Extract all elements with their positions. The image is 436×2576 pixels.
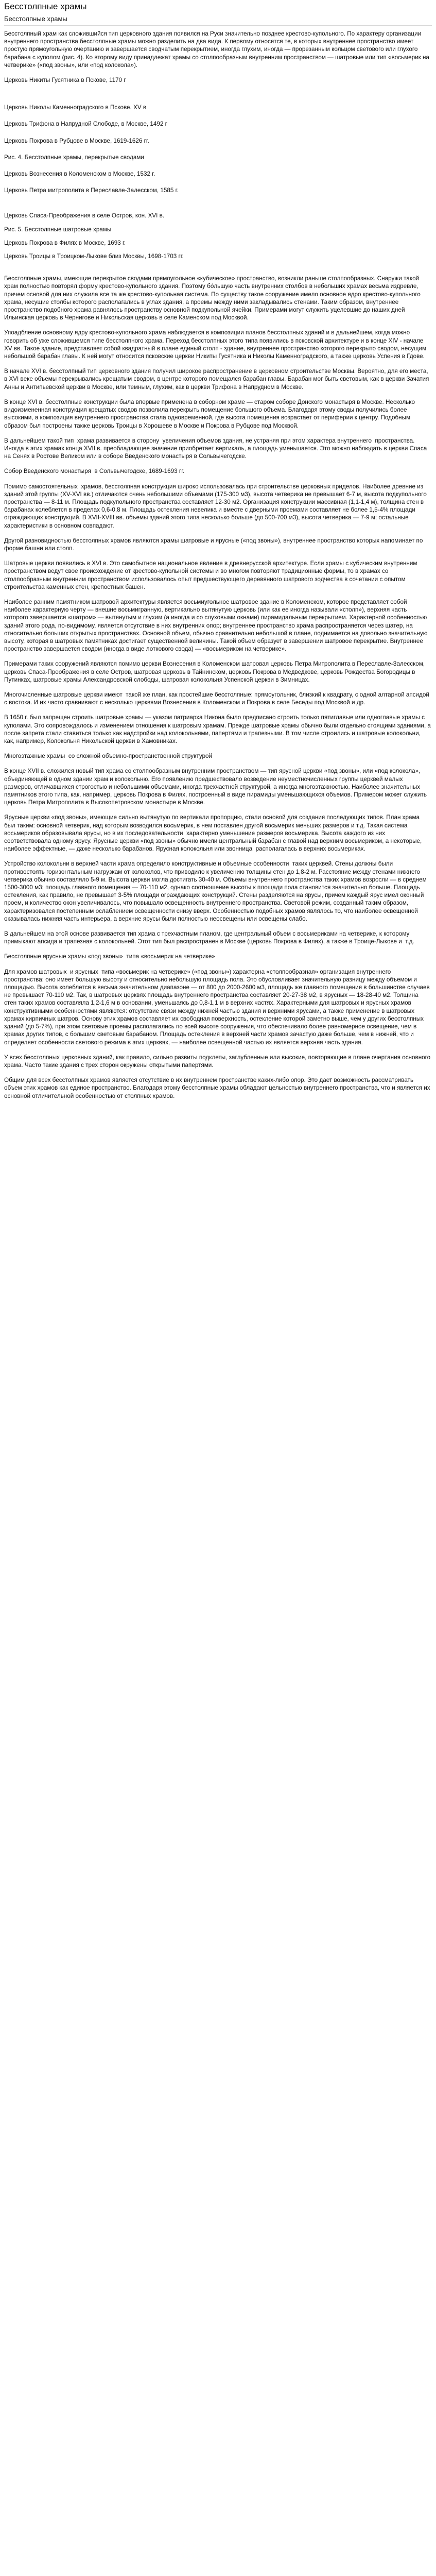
figure-caption: Церковь Вознесения в Коломенском в Москве, 1532 г. bbox=[4, 171, 155, 178]
paragraph: В конце XVI в. бесстолпные конструкции была впервые применена в соборном храме — старом соборе Донского монастыря в Москве. Несколько видоизмененная конструкция крещатых сводов позволила перекрыть помещение большого объема. Благодаря этому своды получились более высокими, а композиция внутреннего пространства стала одновременной, где высота помещения возрастает от периферии к центру. Подобным образом был построены также церковь Троицы в Хорошеве в Москве и Покрова в Рубцове под Москвой. bbox=[4, 398, 417, 429]
title-divider bbox=[4, 25, 432, 26]
paragraph: Бесстолпные ярусные храмы «под звоны» типа «восьмерик на четверике» bbox=[4, 953, 215, 960]
figure-caption-list bbox=[4, 212, 432, 260]
figure-caption: Рис. 5. Бесстолпные шатровые храмы bbox=[4, 226, 112, 233]
figure-gap bbox=[4, 266, 432, 275]
paragraph: Бесстолпные храмы, имеющие перекрытое сводами прямоугольное «кубическое» пространство, возникли раньше столпообразных. Снаружи такой храм полностью повторял форму крестово-купольного здания. Поэтому бóльшую часть внутренних столбов в небольших храмах весьма издревле, причем основой для них служила все та же крестово-купольная система. По существу такое сооружение имело основное ядро крестово-купольного храма, несущие столбы которого располагались в углах здания, а проемы между ними закладывались стенами. Таким образом, внутреннее пространство подобного храма равнялось пространству основной подкупольной ячейки. Примерами могут служить уцелевшие до наших дней Ильинская церковь в Чернигове и Никольская церковь в селе Каменском под Москвой. bbox=[4, 275, 423, 321]
paragraph: Другой разновидностью бесстолпных храмов являются храмы шатровые и ярусные («под звоны»), внутреннее пространство которых напоминает по форме башни или столп. bbox=[4, 537, 425, 552]
paragraph: Примерами таких сооружений являются помимо церкви Вознесения в Коломенском шатровая церковь Петра Митрополита в Переславле-Залесском, церковь Спаса-Преображения в селе Остров, шатровая церковь в Тайнинском, церковь Покрова в Медведкове, церковь Рождества Богородицы в Путинках, шатровые храмы Александровской слободы, шатровая колокольня Успенской церкви в Зимницах. bbox=[4, 660, 427, 683]
figure-caption: Церковь Трифона в Напрудной Слободе, в Москве, 1492 г bbox=[4, 121, 167, 128]
paragraph: Общим для всех бесстолпных храмов является отсутствие в их внутреннем пространстве каких-либо опор. Это дает возможность рассматривать объем этих храмов как единое пространство. Благодаря этому бесстолпные храмы обладают цельностью внутреннего пространства, что и является их основной отличительной особенностью от столпных храмов. bbox=[4, 1077, 432, 1099]
figure-caption: Церковь Петра митрополита в Переславле-Залесском, 1585 г. bbox=[4, 187, 179, 194]
paragraph: В конце XVII в. сложился новый тип храма со столпообразным внутренним пространством — тип ярусной церкви «под звоны», или «под колокола», объединяющей в одном здании храм и колокольню. Его появлению предшествовало возведение неуместночисленных группы церквей малых размеров, отличавшихся строгостью и небольшими объемами, иногда трехчастной структурой, а иногда многоэтажностью. Наиболее значительных памятников этого типа, как, например, церковь Покрова в Филях, построенный в виде пирамиды уменьшающихся объемов. Примером может служить церковь Петра Митрополита в Высокопетровском монастыре в Москве. bbox=[4, 768, 429, 806]
figure-caption: Церковь Спаса-Преображения в селе Остров, кон. XVI в. bbox=[4, 212, 165, 219]
paragraph: Помимо самостоятельных храмов, бесстолпная конструкция широко использовалась при строительстве церковных приделов. Наиболее древние из зданий этой группы (XV-XVI вв.) отличаются очень небольшими объемами (175-300 м3), высота четверика не превышает 6-7 м, высота подкупольного пространства — 8-11 м. Площадь подкупольного пространства составляет 12-30 м2. Организация конструкции массивная (1,1-1,4 м), толщина стен в барабанах колеблется в пределах 0,6-0,8 м. Площадь остекления невелика и вместе с дверными проемами составляет не более 1,5-4% площади ограждающих конструкций. В XVII-XVIII вв. объемы зданий этого типа несколько больше (до 500-700 м3), высота четверика — 7-9 м; остальные характеристики в основном совпадают. bbox=[4, 483, 429, 529]
document-page bbox=[0, 0, 436, 1115]
figure-caption: Церковь Николы Каменноградского в Пскове. XV в bbox=[4, 104, 147, 111]
paragraph: Шатровые церкви появились в XVI в. Это самобытное национальное явление в древнерусской архитектуре. Если храмы с кубическим внутренним пространством ведут свое происхождение от крестово-купольной системы и во многом повторяют традиционные формы, то в храмах со столпообразным внутренним пространством использовалось опыт предшествующего деревянного шатрового зодчества в сочетании с опытом строительства каменных стен, крепостных башен. bbox=[4, 560, 419, 590]
paragraph: Наиболее ранним памятником шатровой архитектуры является восьмиугольное шатровое здание в Коломенском, которое представляет собой наиболее характерную черту — внешне восьмигранную, вертикально вытянутую церковь (или как ее иногда называли «столп»), верхняя часть которого завершается «шатром» — вытянутым и глухим (а иногда и со слуховыми окнами) пирамидальным перекрытием. Характерной особенностью зданий этого рода, по-видимому, является отсутствие в них внутренних опор; внутреннее пространство храма распространяется через шатер, на относительно больших открытых пространствах. Основной объем, обычно сравнительно небольшой в плане, поднимается на довольно значительную высоту, которая в шатровых памятниках достигает существенной величины. Такой объем образует в завершении шатровое перекрытие. Внутреннее пространство завершается сводом (иногда в виде лоткового свода) — «восьмериком на четверике». bbox=[4, 598, 429, 653]
figure-caption: Рис. 4. Бесстолпные храмы, перекрытые сводами bbox=[4, 154, 144, 161]
paragraph: Для храмов шатровых и ярусных типа «восьмерик на четверике» («под звоны») характерна «столпообразная» организация внутреннего пространства: оно имеет большую высоту и относительно небольшую площадь пола. Это обусловливает значительную разницу между объемом и площадью. Высота колеблется в весьма значительном диапазоне — от 800 до 2000-2600 м3, площадь же главного помещения в большинстве случаев не превышает 70-110 м2. Так, в шатровых церквях площадь внутреннего пространства составляет 20-27-38 м2, в ярусных — 18-28-40 м2. Толщина стен таких храмов составляла 1,2-1,6 м в основании, уменьшаясь до 0,8-1,1 м в верхних частях. Характерными для шатровых и ярусных храмов конструктивными особенностями являются: отсутствие связи между нижней частью здания и верхними ярусами, а также применение в шатровых храмах кирпичных шатров. Основу этих храмов составляет их свободная поверхность, остекление которой заметно выше, чем у других бесстолпных зданий (до 5-7%), при этом световые проемы располагались по всей высоте сооружения, что обеспечивало более равномерное освещение, чем в храмах других типов, с большим световым барабаном. Площадь остекления в верхней части храмов зачастую даже больше, чем в нижней, что и определяет особенности светового режима в этих церквях, — наиболее освещенной частью их является верхняя часть здания. bbox=[4, 968, 432, 1046]
paragraph: В дальнейшем такой тип храма развивается в сторону увеличения объемов здания, не устраняя при этом характера внутреннего пространства. Иногда в этих храмах конца XVII в. преобладающее значение приобретает вертикаль, а площадь уменьшается. Это можно наблюдать в церкви Спаса на Сенях в Ростове Великом или в соборе Введенского монастыря в Сольвычегодске. bbox=[4, 437, 429, 460]
paragraph: Ярусные церкви «под звоны», имеющие сильно вытянутую по вертикали пропорцию, стали основой для создания последующих типов. План храма был таким: основной четверик, над которым возводился восьмерик, в нем поставлен другой восьмерик меньших размеров и т.д. Такая система восьмериков образовывала ярусы, но в их последовательности характерно уменьшение размеров восьмерика. Высота каждого из них соответствовала одному ярусу. Ярусные церкви «под звоны» обычно имели центральный барабан с главой над верхним восьмериком, а некоторые, наиболее эффектные, — даже несколько барабанов. Ярусная колокольня или звонница располагалась в верхних восьмериках. bbox=[4, 814, 424, 853]
figure-caption: Церковь Покрова в Филях в Москве, 1693 г. bbox=[4, 239, 126, 246]
figure-gap bbox=[4, 203, 432, 212]
paragraph: В начале XVI в. бесстолпный тип церковного здания получил широкое распространение в церковном строительстве Москвы. Вероятно, для его места, в XVI веке объемы перекрывались крещатым сводом, в центре которого помещался барабан главы. Барабан мог быть световым, как в церкви Зачатия Анны и Антипьевской церкви в Москве, или темным, глухим, как в церкви Трифона в Напрудном в Москве. bbox=[4, 368, 431, 391]
figure-caption: Церковь Никиты Гусятника в Пскове, 1170 г bbox=[4, 77, 126, 84]
paragraph: В 1650 г. был запрещен строить шатровые храмы — указом патриарха Никона было предписано строить только пятиглавые или одноглавые храмы с куполами. Это сопровождалось и изменением отношения к шатровым храмам. Прежде шатровые храмы обычно были отдельно стоящими зданиями, а после запрета стали ставиться только как надстройки над колокольнями, папертями и трапезными. В том числе строились и шатровые колокольни, как, например, Колокольня Никольской церкви в Хамовниках. bbox=[4, 714, 433, 744]
paragraph: В дальнейшем на этой основе развивается тип храма с трехчастным планом, где центральный объем с восьмериками на четверике, к которому примыкают апсида и трапезная с колокольней. Этот тип был распространен в Москве (церковь Покрова в Филях), а также в Троице-Лыкове и т.д. bbox=[4, 930, 414, 945]
figure-gap bbox=[4, 84, 432, 104]
paragraph: Собор Введенского монастыря в Сольвычегодске, 1689-1693 гг. bbox=[4, 468, 185, 475]
paragraph: Устройство колокольни в верхней части храма определило конструктивные и объемные особенности таких церквей. Стены должны были противостоять горизонтальным нагрузкам от колоколов, что приводило к увеличению толщины стен до 1,8-2 м. Расстояние между стенами нижнего четверика обычно составляло 5-9 м. Высота церкви могла достигать 30-40 м. Объемы внутреннего пространства таких храмов возросли — в среднем 1500-3000 м3; площадь главного помещения — 70-110 м2, однако соотношение высоты к площади пола становится значительно больше. Площадь остекления, как правило, не превышает 3-5% площади ограждающих конструкций. Стены разделяются на ярусы, причем каждый ярус имел оконный проем, и количество окон увеличивалось, что повышало освещенность внутреннего пространства. Световой режим, созданный таким образом, характеризовался постепенным ослаблением освещенности снизу вверх. Особенностью подобных храмов являлось то, что наиболее освещенной оказывалась нижняя часть интерьера, а верхние ярусы были полностью неосвещены или освещены слабо. bbox=[4, 860, 428, 922]
figure-caption: Церковь Покрова в Рубцове в Москве, 1619-1626 гг. bbox=[4, 137, 149, 144]
page-subtitle: Бесстолпные храмы bbox=[4, 15, 67, 23]
figure-caption: Церковь Троицы в Троицком-Лыкове близ Москвы, 1698-1703 гг. bbox=[4, 253, 184, 260]
paragraph: Бесстолпный храм как сложившийся тип церковного здания появился на Руси значительно позднее крестово-купольного. По характеру организации внутреннего пространства бесстолпные храмы можно разделить на два вида. К первому относятся те, в которых внутреннее пространство имеет простую прямоугольную очертанию и завершается сводчатым перекрытием, иногда глухим, иногда — прорезанным кольцом светового или глухого барабана с куполом (рис. 4). Ко второму виду принадлежат храмы со столпообразным внутренним пространством — шатровые или тип «восьмерик на четверике» («под звоны», или «под колокола»). bbox=[4, 30, 431, 69]
paragraph: Многочисленные шатровые церкви имеют такой же план, как простейшие бесстолпные: прямоугольник, близкий к квадрату, с одной алтарной апсидой с востока. И их часто сравнивают с несколько церквями Вознесения в Коломенском и Покрова в селе Беседы под Москвой и др. bbox=[4, 691, 431, 706]
paragraph: У всех бесстолпных церковных зданий, как правило, сильно развиты подклеты, заглубленные или высокие, повторяющие в плане очертания основного храма. Часто такие здания с трех сторон окружены открытыми папертями. bbox=[4, 1054, 432, 1069]
page-title: Бесстолпные храмы bbox=[4, 2, 87, 11]
paragraph: Упоадбление основному ядру крестово-купольного храма наблюдается в композиции планов бесстолпных зданий и в дальнейшем, когда можно говорить об уже сложившемся типе бесстолпного храма. Переход бесстолпных этого типа появились в псковской архитектуре и в конце XIV - начале XV вв. Такое здание, представляет собой квадратный в плане единый столп - здание, внутреннее пространство которого перекрыто сводом, несущим небольшой барабан главы. К ней могут относится псковские церкви Никиты Гусятника и Николы Каменноградского, а также церковь Успения в Гдове. bbox=[4, 329, 428, 360]
figure-caption-list bbox=[4, 104, 432, 194]
paragraph: Многоэтажные храмы со сложной объемно-пространственной структурой bbox=[4, 753, 213, 760]
